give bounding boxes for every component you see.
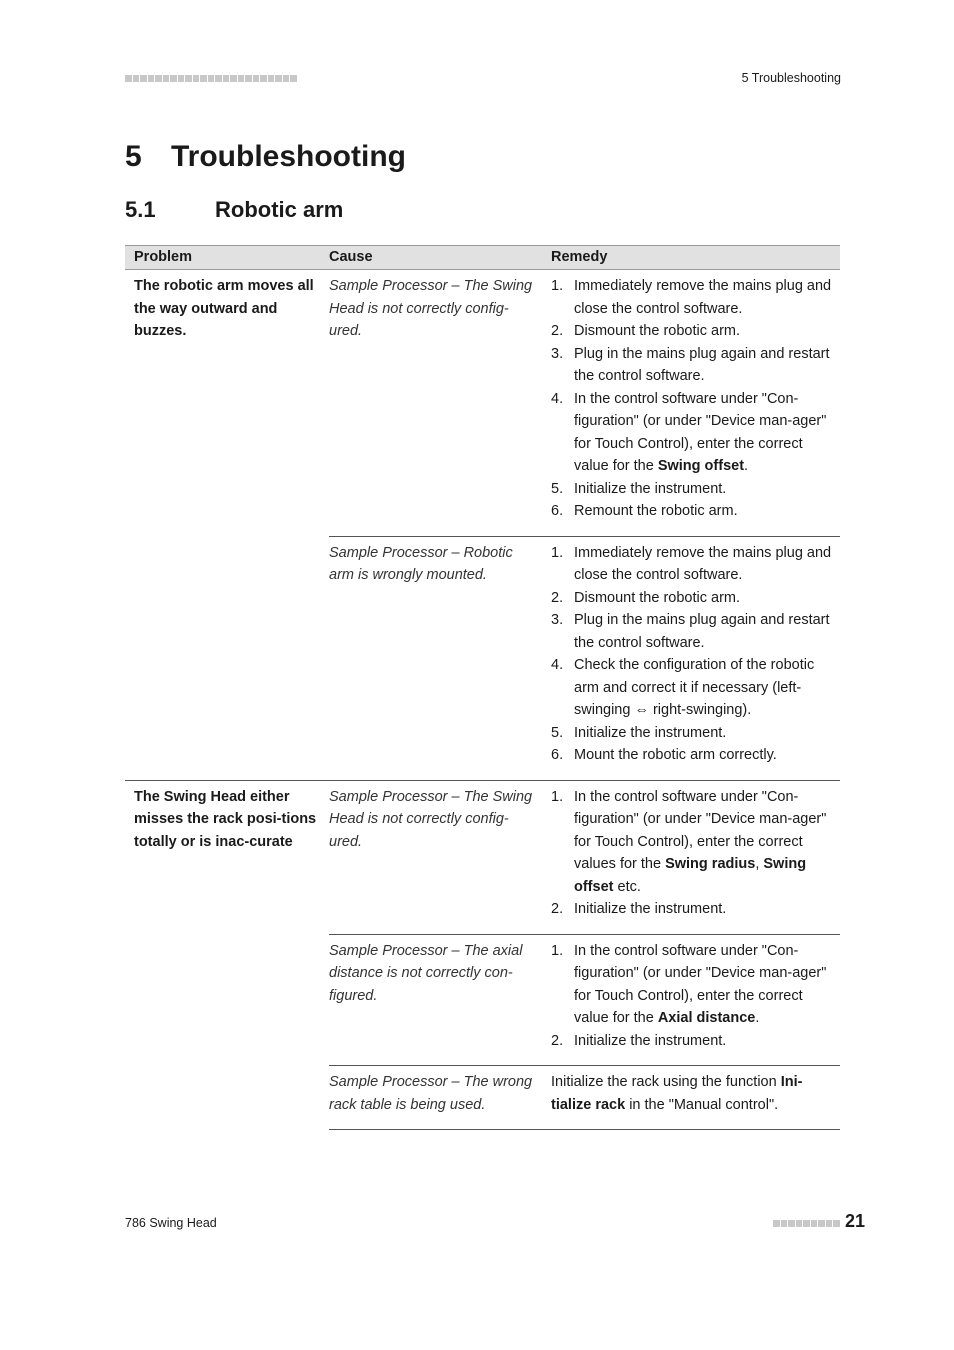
problem-group <box>125 270 840 781</box>
table-row <box>329 270 840 536</box>
table-header-row <box>125 245 840 270</box>
table-row <box>329 934 840 1066</box>
list-item: 1. Immediately remove the mains plug and close the control software. <box>551 278 832 317</box>
problem-text: The Swing Head either misses the rack posi-tions totally or is inac-curate <box>134 788 317 850</box>
section-number: 5.1 <box>125 197 156 222</box>
list-item: 4. In the control software under "Con-figuration" (or under "Device man-ager" for Touch Control), enter the correct value for the Swing offset. <box>551 390 827 474</box>
chapter-number: 5 <box>125 140 142 173</box>
term-bold: Ini-tialize rack <box>551 1074 803 1113</box>
list-item: 1. In the control software under "Con-figuration" (or under "Device man-ager" for Touch Control), enter the correct value for the Axial distance. <box>551 942 827 1026</box>
list-item: 5. Initialize the instrument. <box>551 724 727 741</box>
term-bold: Swing offset <box>657 458 745 474</box>
section-heading <box>125 197 343 223</box>
remedy-cell <box>551 275 840 523</box>
footer-product-name: 786 Swing Head <box>125 1216 217 1230</box>
remedy-list <box>551 786 840 921</box>
remedy-list <box>551 542 840 767</box>
list-item: 5. Initialize the instrument. <box>551 480 727 497</box>
chapter-title: Troubleshooting <box>171 140 406 173</box>
table-row <box>329 1065 840 1130</box>
list-item: 2. Initialize the instrument. <box>551 1032 727 1049</box>
list-item: 6. Mount the robotic arm correctly. <box>551 747 777 763</box>
problem-group <box>125 781 840 1131</box>
remedy-list <box>551 275 840 523</box>
cause-text: Sample Processor – Robotic arm is wrongly mounted. <box>329 544 513 583</box>
header-problem: Problem <box>134 249 193 265</box>
term-bold: Swing radius <box>665 856 756 872</box>
cause-text: Sample Processor – The wrong rack table is being used. <box>329 1074 533 1113</box>
list-item: 2. Dismount the robotic arm. <box>551 323 741 339</box>
list-item: 3. Plug in the mains plug again and restart the control software. <box>551 612 830 651</box>
list-item: 1. Immediately remove the mains plug and close the control software. <box>551 544 832 583</box>
troubleshooting-table <box>125 245 840 1130</box>
cause-text: Sample Processor – The Swing Head is not correctly config-ured. <box>329 788 533 850</box>
remedy-cell <box>551 542 840 767</box>
section-title: Robotic arm <box>215 197 344 222</box>
remedy-list <box>551 940 840 1053</box>
cause-text: Sample Processor – The Swing Head is not correctly config-ured. <box>329 278 533 339</box>
problem-text: The robotic arm moves all the way outward and buzzes. <box>134 278 314 339</box>
remedy-cell <box>551 786 840 921</box>
list-item: 2. Initialize the instrument. <box>551 901 727 917</box>
remedy-cell: Initialize the rack using the function Ini-tialize rack in the "Manual control". <box>551 1074 803 1113</box>
header-remedy: Remedy <box>551 249 608 265</box>
table-row <box>329 781 840 934</box>
header-cause: Cause <box>329 249 373 265</box>
term-bold: Swing offset <box>574 856 807 895</box>
list-item: 6. Remount the robotic arm. <box>551 503 738 519</box>
page-number: 21 <box>845 1211 866 1231</box>
term-bold: Axial distance <box>657 1010 756 1026</box>
header-decoration <box>125 75 297 82</box>
list-item: 4. Check the configuration of the robotic arm and correct it if necessary (left-swinging ⇔ right-swinging). <box>551 657 815 718</box>
list-item: 2. Dismount the robotic arm. <box>551 589 741 606</box>
running-header: 5 Troubleshooting <box>741 71 841 85</box>
chapter-heading <box>125 140 406 174</box>
list-item: 3. Plug in the mains plug again and restart the control software. <box>551 345 830 384</box>
cause-text: Sample Processor – The axial distance is not correctly con-figured. <box>329 942 523 1004</box>
footer-decoration <box>773 1220 840 1227</box>
table-row <box>329 536 840 780</box>
list-item: 1. In the control software under "Con-figuration" (or under "Device man-ager" for Touch Control), enter the correct values for the Swing radius, Swing offset etc. <box>551 788 827 895</box>
remedy-cell <box>551 940 840 1053</box>
